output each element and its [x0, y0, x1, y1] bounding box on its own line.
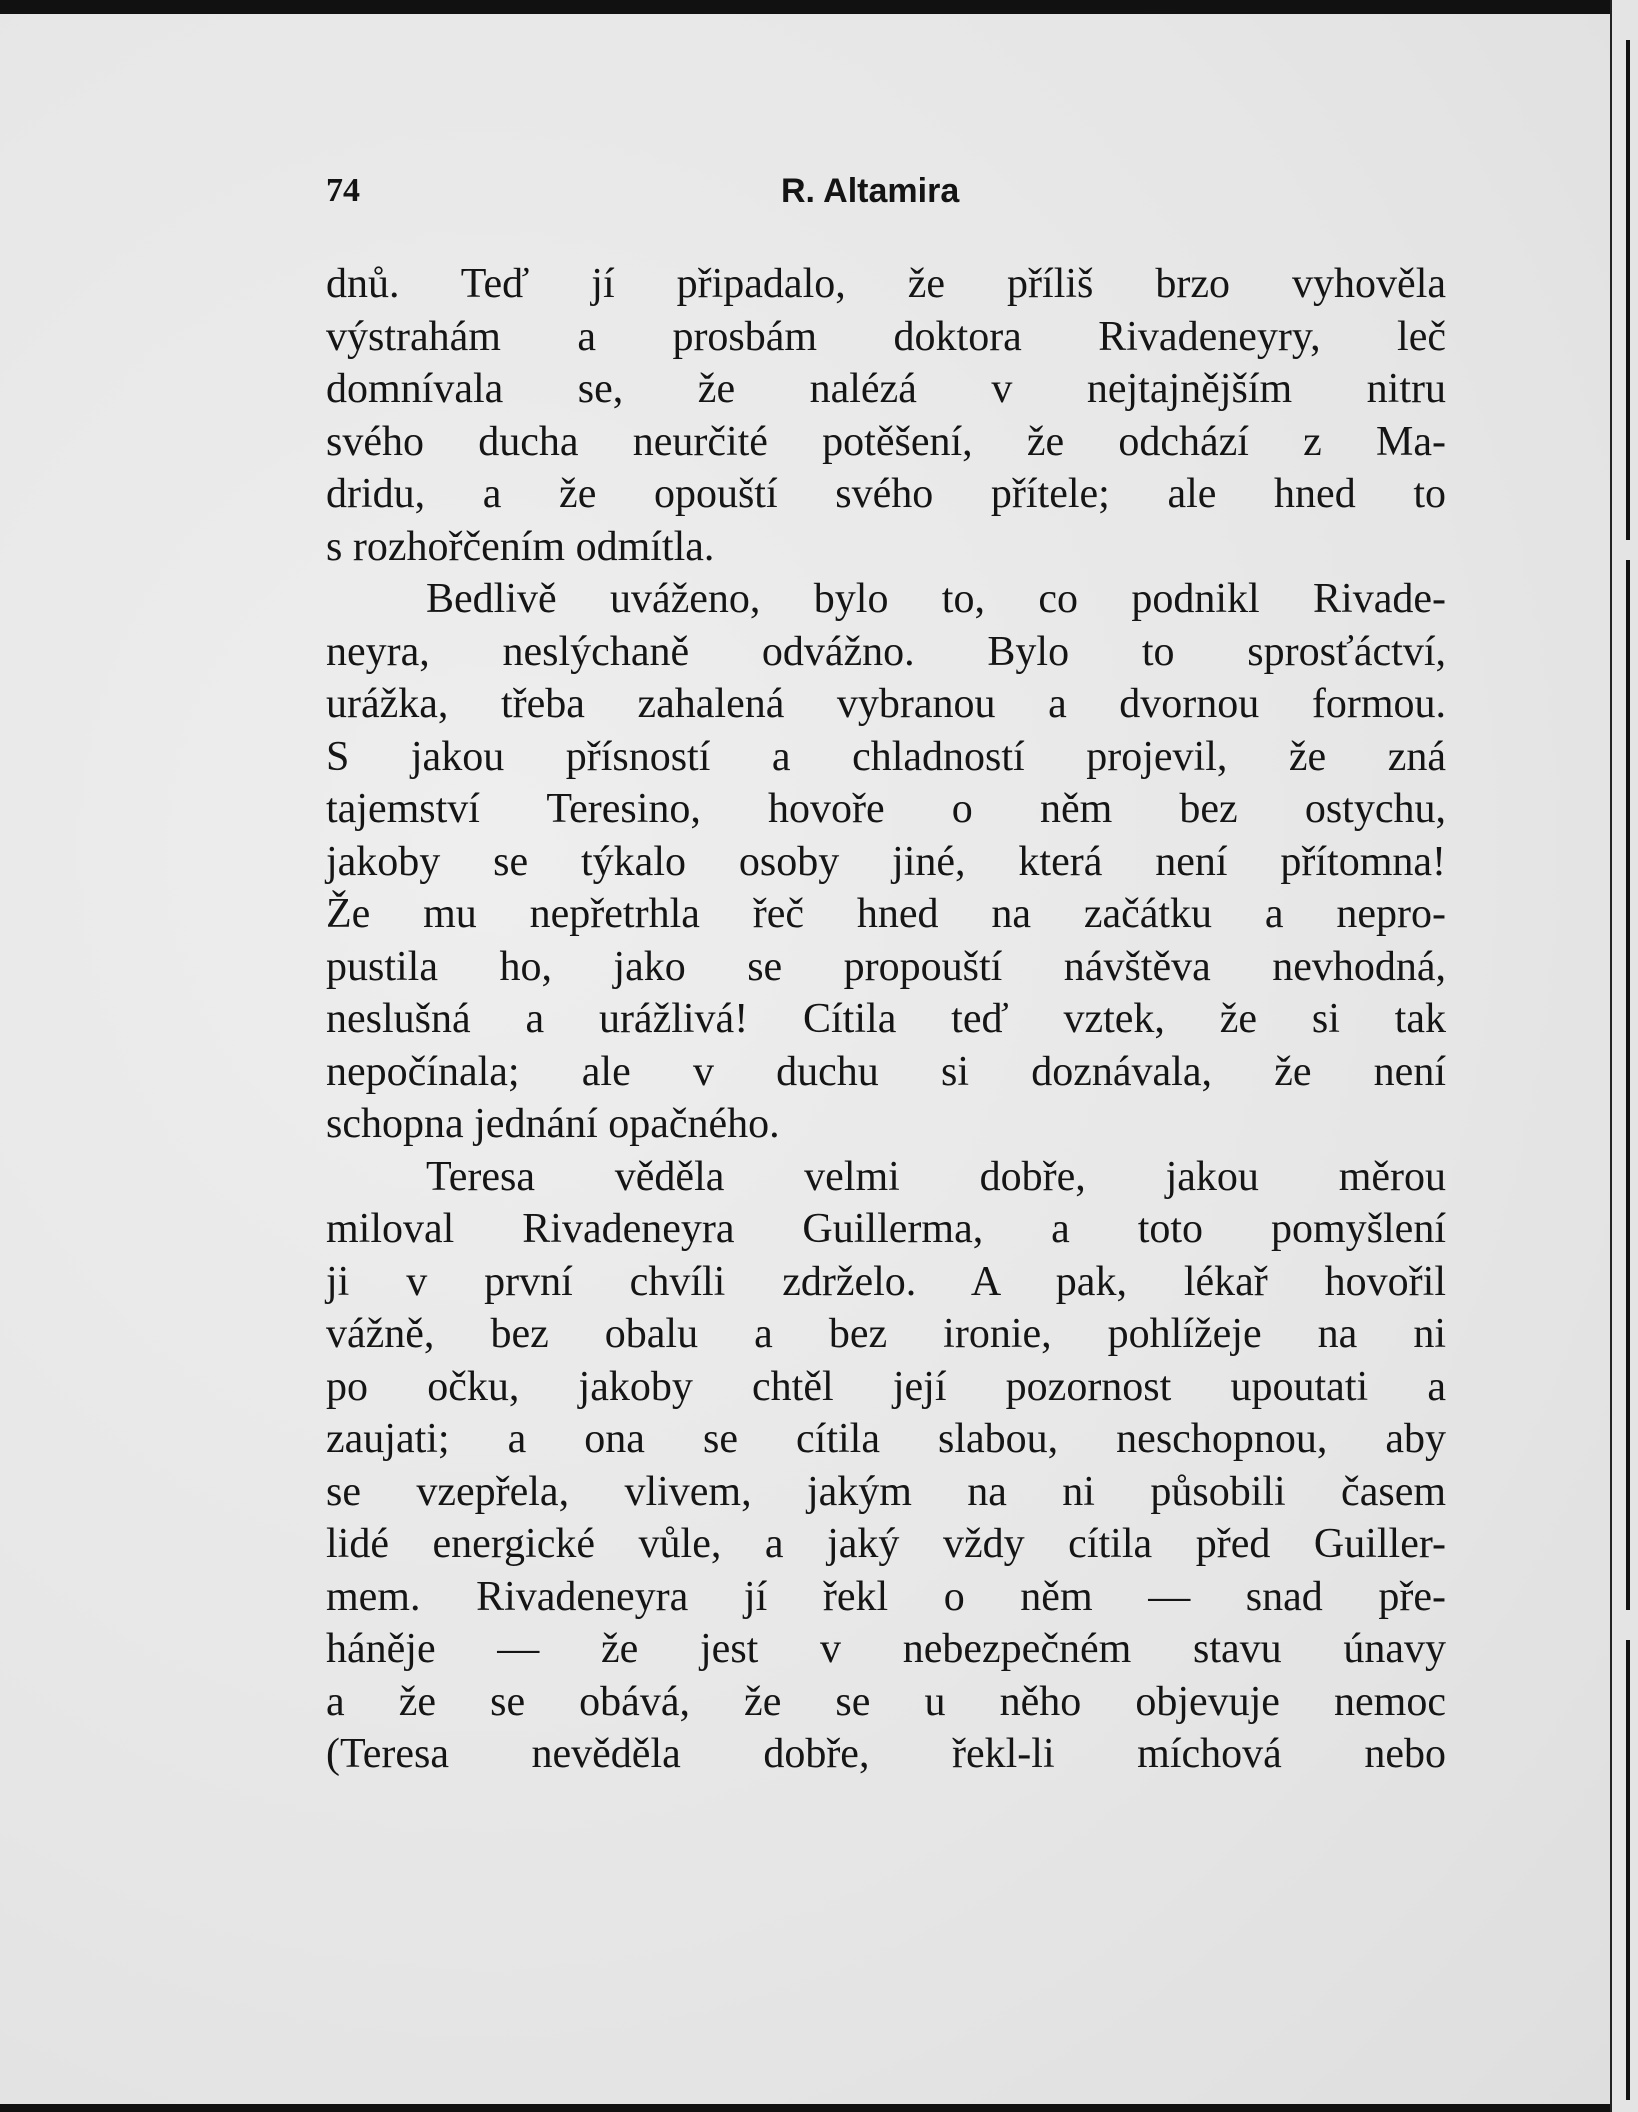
text-line: výstrahám a prosbám doktora Rivadeneyry, leč: [326, 313, 1446, 360]
text-line: domnívala se, že nalézá v nejtajnějším nitru: [326, 366, 1446, 412]
page-header: [326, 172, 1446, 216]
text-line: se vzepřela, vlivem, jakým na ni působili časem: [326, 1468, 1446, 1515]
text-line: po očku, jakoby chtěl její pozornost upoutati a: [326, 1363, 1446, 1410]
text-line: mem. Rivadeneyra jí řekl o něm — snad pře-: [326, 1573, 1446, 1620]
text-line: zaujati; a ona se cítila slabou, neschopnou, aby: [326, 1416, 1446, 1462]
text-line: Teresa věděla velmi dobře, jakou měrou: [426, 1153, 1446, 1200]
page-number: 74: [326, 172, 360, 209]
text-line: Bedlivě uváženo, bylo to, co podnikl Rivade-: [426, 576, 1446, 622]
text-line: neslušná a urážlivá! Cítila teď vztek, že si tak: [326, 996, 1446, 1042]
text-line: pustila ho, jako se propouští návštěva nevhodná,: [326, 943, 1446, 990]
text-line: vážně, bez obalu a bez ironie, pohlížeje na ni: [326, 1311, 1446, 1357]
book-spine-edge: [1610, 0, 1638, 2112]
paragraph-1: [326, 258, 1446, 573]
text-line: nepočínala; ale v duchu si doznávala, že není: [326, 1048, 1446, 1095]
spine-rule: [1626, 1640, 1630, 2100]
text-line: a že se obává, že se u něho objevuje nemoc: [326, 1678, 1446, 1725]
text-line: dnů. Teď jí připadalo, že příliš brzo vyhověla: [326, 261, 1446, 307]
text-line: Že mu nepřetrhla řeč hned na začátku a nepro-: [326, 891, 1446, 937]
text-line: schopna jednání opačného.: [326, 1101, 780, 1147]
text-line: s rozhořčením odmítla.: [326, 523, 715, 570]
text-line: svého ducha neurčité potěšení, že odchází z Ma-: [326, 418, 1446, 465]
running-head: R. Altamira: [781, 172, 960, 210]
book-page: [0, 14, 1618, 2104]
text-line: jakoby se týkalo osoby jiné, která není přítomna!: [326, 838, 1446, 885]
text-line: lidé energické vůle, a jaký vždy cítila před Guiller-: [326, 1521, 1446, 1567]
text-line: neyra, neslýchaně odvážno. Bylo to sprosťáctví,: [326, 628, 1446, 675]
text-line: miloval Rivadeneyra Guillerma, a toto pomyšlení: [326, 1206, 1446, 1252]
text-line: S jakou přísností a chladností projevil, že zná: [326, 733, 1446, 780]
paragraph-2: [326, 573, 1446, 1151]
paragraph-3: [326, 1151, 1446, 1781]
text-line: urážka, třeba zahalená vybranou a dvornou formou.: [326, 681, 1446, 727]
body-text: [326, 258, 1446, 1781]
text-line: ji v první chvíli zdrželo. A pak, lékař hovořil: [326, 1258, 1446, 1305]
text-line: dridu, a že opouští svého přítele; ale hned to: [326, 471, 1446, 517]
text-line: (Teresa nevěděla dobře, řekl-li míchová nebo: [326, 1731, 1446, 1777]
spine-rule: [1626, 40, 1630, 540]
spine-rule: [1626, 560, 1630, 1610]
text-line: tajemství Teresino, hovoře o něm bez ostychu,: [326, 786, 1446, 832]
text-line: háněje — že jest v nebezpečném stavu únavy: [326, 1626, 1446, 1672]
